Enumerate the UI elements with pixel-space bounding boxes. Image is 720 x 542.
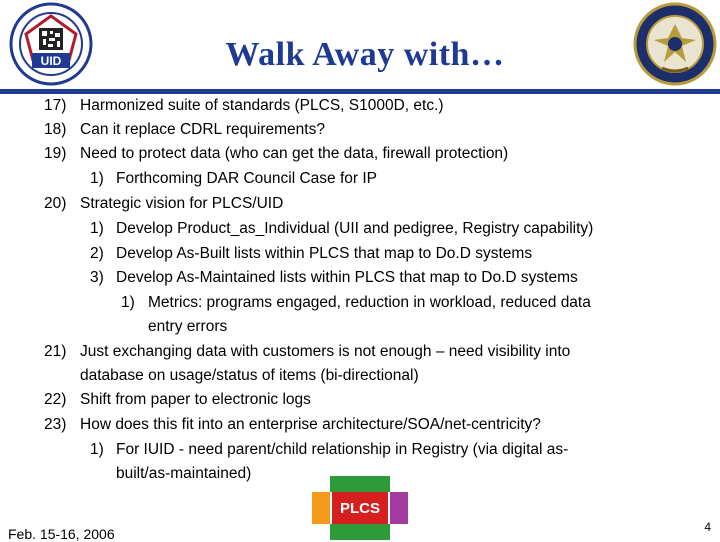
dod-seal [632, 2, 718, 86]
list-item-text: Metrics: programs engaged, reduction in workload, reduced data [148, 294, 591, 311]
list-item-text: Need to protect data (who can get the data, firewall protection) [80, 145, 509, 162]
list-item-number: 22) [44, 391, 67, 408]
plcs-logo-label: PLCS [339, 500, 381, 517]
list-item-text: Shift from paper to electronic logs [80, 391, 311, 408]
list-item-text: Strategic vision for PLCS/UID [80, 195, 284, 212]
page-number: 4 [704, 520, 711, 534]
list-item-text: built/as-maintained) [116, 465, 252, 482]
list-item-text: For IUID - need parent/child relationship in Registry (via digital as- [116, 441, 569, 458]
list-item-number: 23) [44, 416, 67, 433]
slide-title: Walk Away with… [225, 36, 505, 73]
uid-logo-label: UID [40, 54, 62, 68]
list-item-text: Develop Product_as_Individual (UII and pedigree, Registry capability) [116, 220, 594, 237]
list-item-number: 1) [90, 220, 104, 237]
list-item-text: entry errors [148, 318, 228, 335]
list-item-text: Harmonized suite of standards (PLCS, S1000D, etc.) [80, 97, 444, 114]
uid-logo [2, 2, 100, 86]
list-item-number: 1) [90, 170, 104, 187]
list-item-number: 19) [44, 145, 67, 162]
list-item-number: 2) [90, 245, 104, 262]
list-item-number: 1) [121, 294, 135, 311]
list-item-number: 20) [44, 195, 67, 212]
plcs-logo [312, 476, 408, 540]
list-item-text: Forthcoming DAR Council Case for IP [116, 170, 378, 187]
list-item-text: Can it replace CDRL requirements? [80, 121, 325, 138]
list-item-text: database on usage/status of items (bi-directional) [80, 367, 419, 384]
list-item-text: How does this fit into an enterprise architecture/SOA/net-centricity? [80, 416, 541, 433]
list-item-number: 1) [90, 441, 104, 458]
footer-date: Feb. 15-16, 2006 [8, 526, 115, 542]
title-rule [0, 89, 720, 94]
list-item-number: 18) [44, 121, 67, 138]
list-item-number: 3) [90, 269, 104, 286]
list-item-text: Just exchanging data with customers is not enough – need visibility into [80, 343, 571, 360]
list-item-number: 17) [44, 97, 67, 114]
list-item-text: Develop As-Built lists within PLCS that map to Do.D systems [116, 245, 533, 262]
list-item-number: 21) [44, 343, 67, 360]
list-item-text: Develop As-Maintained lists within PLCS that map to Do.D systems [116, 269, 578, 286]
